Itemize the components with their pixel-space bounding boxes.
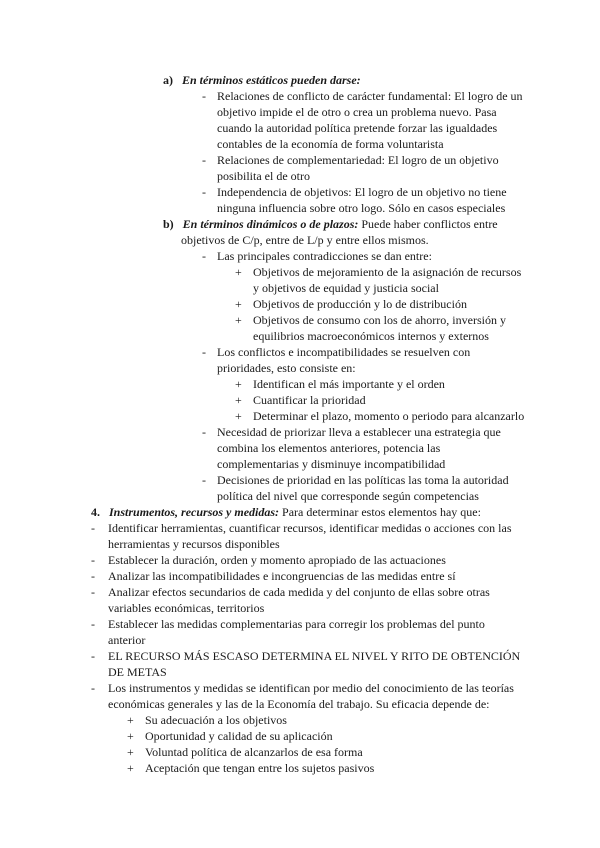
- sublist-bullet: +: [235, 393, 242, 407]
- section-a-marker: a): [163, 73, 173, 87]
- sublist-item-text: Voluntad política de alcanzarlos de esa forma: [145, 745, 363, 759]
- list-item-text: ninguna influencia sobre otro logo. Sólo en casos especiales: [217, 201, 506, 215]
- list-bullet: -: [202, 89, 206, 103]
- list-item-text: combina los elementos anteriores, potencia las: [217, 441, 441, 455]
- list-item-text: Identificar herramientas, cuantificar recursos, identificar medidas o acciones con las: [108, 521, 512, 535]
- section-4-number: 4.: [91, 505, 100, 519]
- list-item-text: Relaciones de conflicto de carácter fundamental: El logro de un: [217, 89, 523, 103]
- list-item-text: Relaciones de complementariedad: El logro de un objetivo: [217, 153, 499, 167]
- section-a-heading: [163, 72, 361, 88]
- list-item-text: económicas generales y las de la Economía del trabajo. Su eficacia depende de:: [108, 697, 490, 711]
- list-bullet: -: [91, 617, 95, 631]
- list-bullet: -: [91, 649, 95, 663]
- section-4-intro: Para determinar estos elementos hay que:: [282, 505, 481, 519]
- section-a-title: En términos estáticos pueden darse:: [182, 73, 361, 87]
- section-b-intro: Puede haber conflictos entre: [361, 217, 498, 231]
- sublist-bullet: +: [127, 745, 134, 759]
- sublist-bullet: +: [235, 409, 242, 423]
- list-item-text: Los instrumentos y medidas se identifican por medio del conocimiento de las teorías: [108, 681, 514, 695]
- list-item-text: anterior: [108, 633, 146, 647]
- list-item-text: complementarias y disminuye incompatibilidad: [217, 457, 446, 471]
- sublist-bullet: +: [235, 297, 242, 311]
- sublist-item-text: y objetivos de equidad y justicia social: [253, 281, 439, 295]
- sublist-bullet: +: [235, 377, 242, 391]
- list-bullet: -: [202, 249, 206, 263]
- list-item-text: variables económicas, territorios: [108, 601, 265, 615]
- list-bullet: -: [202, 345, 206, 359]
- list-item-text: cuando la autoridad política pretende forzar las igualdades: [217, 121, 498, 135]
- section-b-intro-continued: objetivos de C/p, entre de L/p y entre ellos mismos.: [181, 233, 429, 247]
- list-item-text: objetivo impide el de otro o crea un problema nuevo. Pasa: [217, 105, 497, 119]
- list-item-text: herramientas y recursos disponibles: [108, 537, 280, 551]
- sublist-item-text: Oportunidad y calidad de su aplicación: [145, 729, 333, 743]
- sublist-item-text: Identifican el más importante y el orden: [253, 377, 445, 391]
- list-item-text: DE METAS: [108, 665, 167, 679]
- list-item-text: prioridades, esto consiste en:: [217, 361, 356, 375]
- section-4-heading: [91, 504, 481, 520]
- sublist-bullet: +: [127, 761, 134, 775]
- list-bullet: -: [91, 553, 95, 567]
- list-item-text: Analizar las incompatibilidades e incongruencias de las medidas entre sí: [108, 569, 456, 583]
- list-bullet: -: [202, 473, 206, 487]
- sublist-item-text: Aceptación que tengan entre los sujetos pasivos: [145, 761, 375, 775]
- sublist-bullet: +: [235, 265, 242, 279]
- list-bullet: -: [91, 521, 95, 535]
- sublist-item-text: Objetivos de mejoramiento de la asignación de recursos: [253, 265, 522, 279]
- sublist-bullet: +: [127, 729, 134, 743]
- section-b-marker: b): [163, 217, 174, 231]
- sublist-item-text: Cuantificar la prioridad: [253, 393, 366, 407]
- list-bullet: -: [91, 569, 95, 583]
- list-item-text: política del nivel que corresponde según competencias: [217, 489, 479, 503]
- list-item-text: Los conflictos e incompatibilidades se resuelven con: [217, 345, 471, 359]
- list-item-text: posibilita el de otro: [217, 169, 310, 183]
- list-item-text: contables de la economía de forma voluntarista: [217, 137, 444, 151]
- sublist-bullet: +: [235, 313, 242, 327]
- section-b-title: En términos dinámicos o de plazos:: [182, 217, 359, 231]
- sublist-item-text: Objetivos de producción y lo de distribución: [253, 297, 467, 311]
- section-4-title: Instrumentos, recursos y medidas:: [109, 505, 280, 519]
- list-item-text: Decisiones de prioridad en las políticas las toma la autoridad: [217, 473, 509, 487]
- list-bullet: -: [202, 185, 206, 199]
- list-bullet: -: [91, 681, 95, 695]
- sublist-item-text: Determinar el plazo, momento o periodo para alcanzarlo: [253, 409, 525, 423]
- sublist-item-text: equilibrios macroeconómicos internos y externos: [253, 329, 489, 343]
- sublist-bullet: +: [127, 713, 134, 727]
- list-item-text: Necesidad de priorizar lleva a establecer una estrategia que: [217, 425, 501, 439]
- list-item-text: Establecer la duración, orden y momento apropiado de las actuaciones: [108, 553, 446, 567]
- list-bullet: -: [202, 425, 206, 439]
- list-item-text: Analizar efectos secundarios de cada medida y del conjunto de ellas sobre otras: [108, 585, 490, 599]
- section-b-heading: [163, 216, 498, 232]
- list-item-text: Las principales contradicciones se dan entre:: [217, 249, 432, 263]
- list-bullet: -: [202, 153, 206, 167]
- sublist-item-text: Su adecuación a los objetivos: [145, 713, 287, 727]
- list-item-text: Establecer las medidas complementarias para corregir los problemas del punto: [108, 617, 485, 631]
- list-item-text: EL RECURSO MÁS ESCASO DETERMINA EL NIVEL Y RITO DE OBTENCIÓN: [108, 649, 521, 663]
- list-bullet: -: [91, 585, 95, 599]
- list-item-text: Independencia de objetivos: El logro de un objetivo no tiene: [217, 185, 507, 199]
- sublist-item-text: Objetivos de consumo con los de ahorro, inversión y: [253, 313, 506, 327]
